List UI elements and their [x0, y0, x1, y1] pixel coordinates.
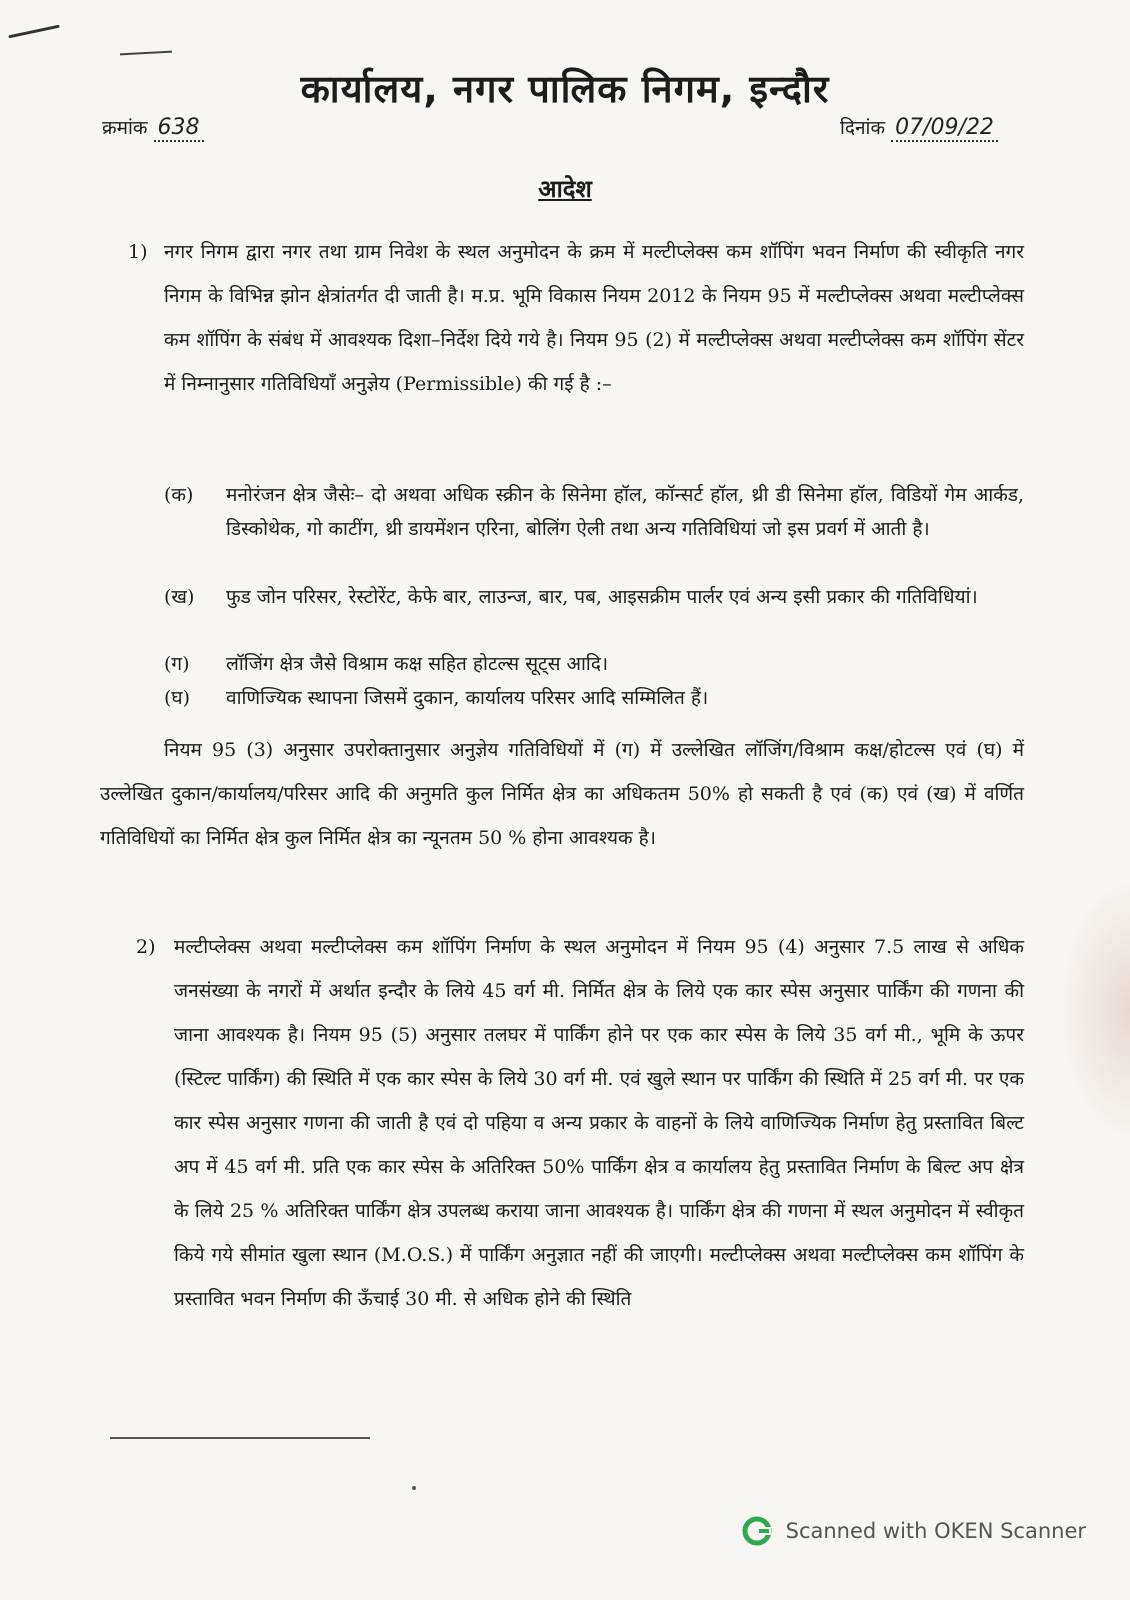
- item-label: (ख): [164, 586, 195, 608]
- scan-smudge: [1060, 880, 1130, 1140]
- item-text: फुड जोन परिसर, रेस्टोरेंट, केफे बार, लाउन्ज, बार, पब, आइसक्रीम पार्लर एवं अन्य इसी प्रकार की गतिविधियां।: [226, 586, 978, 608]
- pen-mark: [8, 25, 59, 39]
- section-number: 1): [128, 241, 148, 263]
- list-item: [164, 478, 1024, 546]
- scanner-watermark: [742, 1516, 1086, 1546]
- date-value: 07/09/22: [891, 115, 998, 142]
- order-date: [840, 114, 998, 140]
- oken-scanner-logo-icon: [742, 1516, 772, 1546]
- section1-closing: नियम 95 (3) अनुसार उपरोक्तानुसार अनुज्ञेय गतिविधियों में (ग) में उल्लेखित लॉजिंग/विश्राम कक्ष/होटल्स एवं (घ) में उल्लेखित दुकान/कार्यालय/परिसर आदि की अनुमति कुल निर्मित क्षेत्र का अधिकतम 50% हो सकती है एवं (क) एवं (ख) में वर्णित गतिविधियों का निर्मित क्षेत्र कुल निर्मित क्षेत्र का न्यूनतम 50 % होना आवश्यक है।: [100, 739, 1024, 849]
- item-label: (ग): [164, 653, 190, 675]
- section2-text: मल्टीप्लेक्स अथवा मल्टीप्लेक्स कम शॉपिंग निर्माण के स्थल अनुमोदन में नियम 95 (4) अनुसार 7.5 लाख से अधिक जनसंख्या के नगरों में अर्थात इन्दौर के लिये 45 वर्ग मी. निर्मित क्षेत्र के लिये एक कार स्पेस अनुसार पार्किंग की गणना की जाना आवश्यक है। नियम 95 (5) अनुसार तलघर में पार्किंग होने पर एक कार स्पेस के लिये 35 वर्ग मी., भूमि के ऊपर (स्टिल्ट पार्किंग) की स्थिति में एक कार स्पेस के लिये 30 वर्ग मी. एवं खुले स्थान पर पार्किंग की स्थिति में 25 वर्ग मी. पर एक कार स्पेस अनुसार गणना की जाती है एवं दो पहिया व अन्य प्रकार के वाहनों के लिये वाणिज्यिक निर्माण हेतु प्रस्तावित बिल्ट अप में 45 वर्ग मी. प्रति एक कार स्पेस के अतिरिक्त 50% पार्किंग क्षेत्र व कार्यालय हेतु प्रस्तावित निर्माण के बिल्ट अप क्षेत्र के लिये 25 % अतिरिक्त पार्किंग क्षेत्र उपलब्ध कराया जाना आवश्यक है। पार्किंग क्षेत्र की गणना में स्थल अनुमोदन में स्वीकृत किये गये सीमांत खुला स्थान (M.O.S.) में पार्किंग अनुज्ञात नहीं की जाएगी। मल्टीप्लेक्स अथवा मल्टीप्लेक्स कम शॉपिंग के प्रस्तावित भवन निर्माण की ऊँचाई 30 मी. से अधिक होने की स्थिति: [174, 936, 1024, 1310]
- ref-number-value: 638: [154, 115, 204, 142]
- footnote-rule: [110, 1437, 370, 1439]
- reference-number: [102, 114, 204, 140]
- item-label: (क): [164, 484, 194, 506]
- item-label: (घ): [164, 687, 191, 709]
- item-text: मनोरंजन क्षेत्र जैसेः– दो अथवा अधिक स्क्रीन के सिनेमा हॉल, कॉन्सर्ट हॉल, थ्री डी सिनेमा हॉल, विडियों गेम आर्कड, डिस्कोथेक, गो काटींग, थ्री डायमेंशन एरिना, बोलिंग ऐली तथा अन्य गतिविधियां जो इस प्रवर्ग में आती है।: [226, 484, 1024, 540]
- pen-mark: [120, 51, 172, 56]
- date-label: दिनांक: [840, 117, 886, 139]
- list-item: [164, 580, 1024, 614]
- scan-speck: [412, 1486, 416, 1490]
- section-number: 2): [136, 936, 156, 958]
- order-heading: आदेश: [538, 174, 592, 203]
- list-item: [164, 647, 1024, 681]
- list-item: [164, 681, 1024, 715]
- item-text: वाणिज्यिक स्थापना जिसमें दुकान, कार्यालय परिसर आदि सम्मिलित हैं।: [226, 687, 709, 709]
- watermark-text: Scanned with OKEN Scanner: [785, 1519, 1086, 1543]
- section1-text: नगर निगम द्वारा नगर तथा ग्राम निवेश के स्थल अनुमोदन के क्रम में मल्टीप्लेक्स कम शॉपिंग भवन निर्माण की स्वीकृति नगर निगम के विभिन्न झोन क्षेत्रांतर्गत दी जाती है। म.प्र. भूमि विकास नियम 2012 के नियम 95 में मल्टीप्लेक्स अथवा मल्टीप्लेक्स कम शॉपिंग के संबंध में आवश्यक दिशा–निर्देश दिये गये है। नियम 95 (2) में मल्टीप्लेक्स अथवा मल्टीप्लेक्स कम शॉपिंग सेंटर में निम्नानुसार गतिविधियाँ अनुज्ञेय (Permissible) की गई है :–: [164, 241, 1024, 395]
- office-title: कार्यालय, नगर पालिक निगम, इन्दौर: [300, 67, 830, 111]
- item-text: लॉजिंग क्षेत्र जैसे विश्राम कक्ष सहित होटल्स सूट्स आदि।: [226, 653, 609, 675]
- ref-label: क्रमांक: [102, 117, 148, 139]
